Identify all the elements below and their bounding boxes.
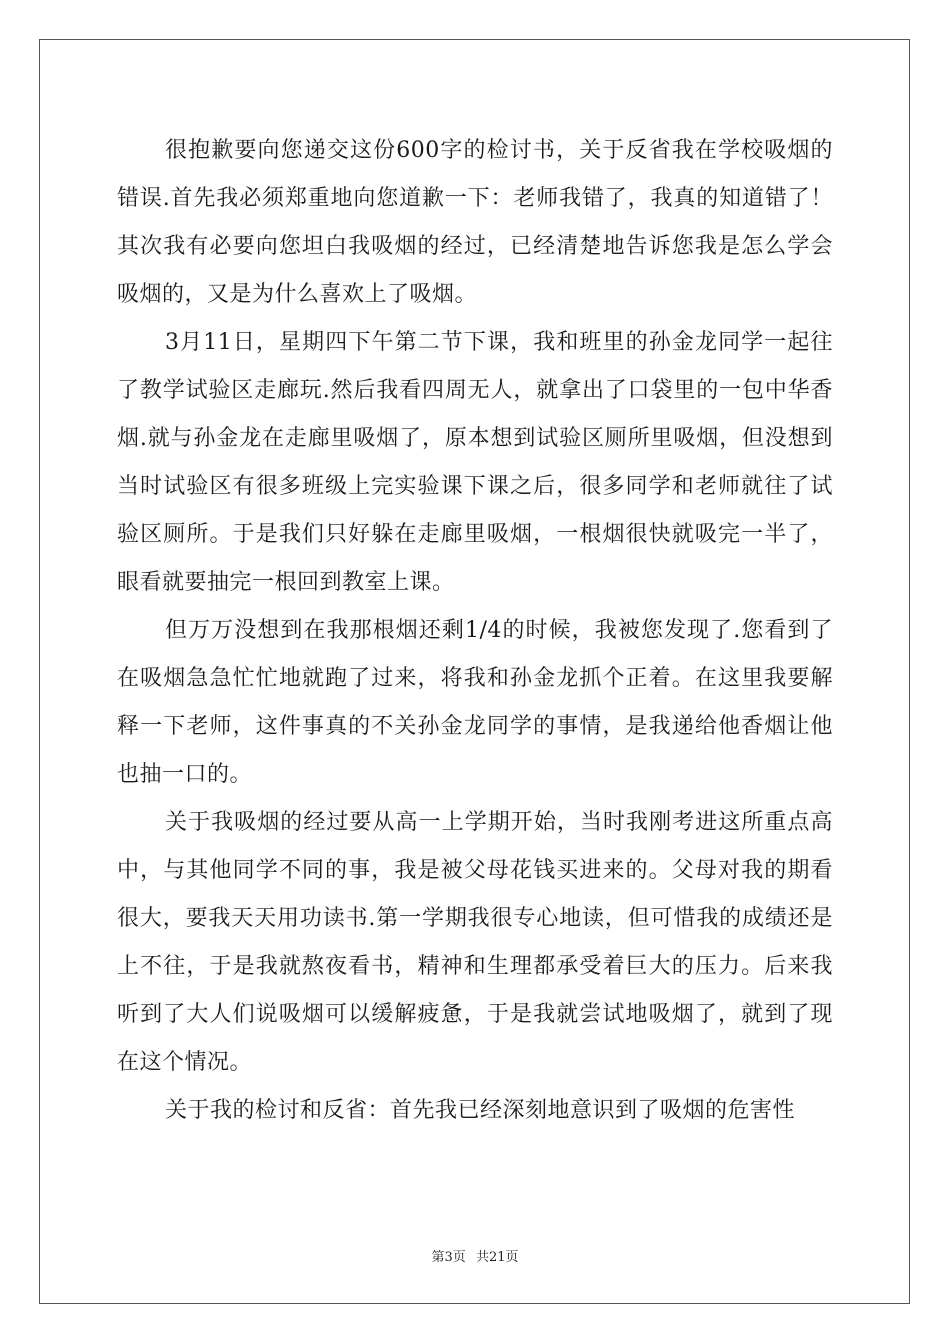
- paragraph-1: 很抱歉要向您递交这份600字的检讨书，关于反省我在学校吸烟的错误.首先我必须郑重地向您道歉一下：老师我错了，我真的知道错了！其次我有必要向您坦白我吸烟的经过，已经清楚地告诉您我是怎么学会吸烟的，又是为什么喜欢上了吸烟。: [117, 138, 833, 307]
- document-body: [117, 127, 833, 1135]
- paragraph-2: 3月11日，星期四下午第二节下课，我和班里的孙金龙同学一起往了教学试验区走廊玩.然后我看四周无人，就拿出了口袋里的一包中华香烟.就与孙金龙在走廊里吸烟了，原本想到试验区厕所里吸烟，但没想到当时试验区有很多班级上完实验课下课之后，很多同学和老师就往了试验区厕所。于是我们只好躲在走廊里吸烟，一根烟很快就吸完一半了，眼看就要抽完一根回到教室上课。: [117, 330, 833, 595]
- paragraph-4: 关于我吸烟的经过要从高一上学期开始，当时我刚考进这所重点高中，与其他同学不同的事，我是被父母花钱买进来的。父母对我的期看很大，要我天天用功读书.第一学期我很专心地读，但可惜我的成绩还是上不往，于是我就熬夜看书，精神和生理都承受着巨大的压力。后来我听到了大人们说吸烟可以缓解疲惫，于是我就尝试地吸烟了，就到了现在这个情况。: [117, 810, 833, 1075]
- page-total: 共21页: [475, 1250, 519, 1265]
- paragraph-5: 关于我的检讨和反省：首先我已经深刻地意识到了吸烟的危害性: [165, 1098, 796, 1123]
- paragraph-3: 但万万没想到在我那根烟还剩1/4的时候，我被您发现了.您看到了在吸烟急急忙忙地就跑了过来，将我和孙金龙抓个正着。在这里我要解释一下老师，这件事真的不关孙金龙同学的事情，是我递给他香烟让他也抽一口的。: [117, 618, 833, 787]
- page-number: 第3页: [431, 1250, 466, 1265]
- page-footer: [0, 1246, 950, 1265]
